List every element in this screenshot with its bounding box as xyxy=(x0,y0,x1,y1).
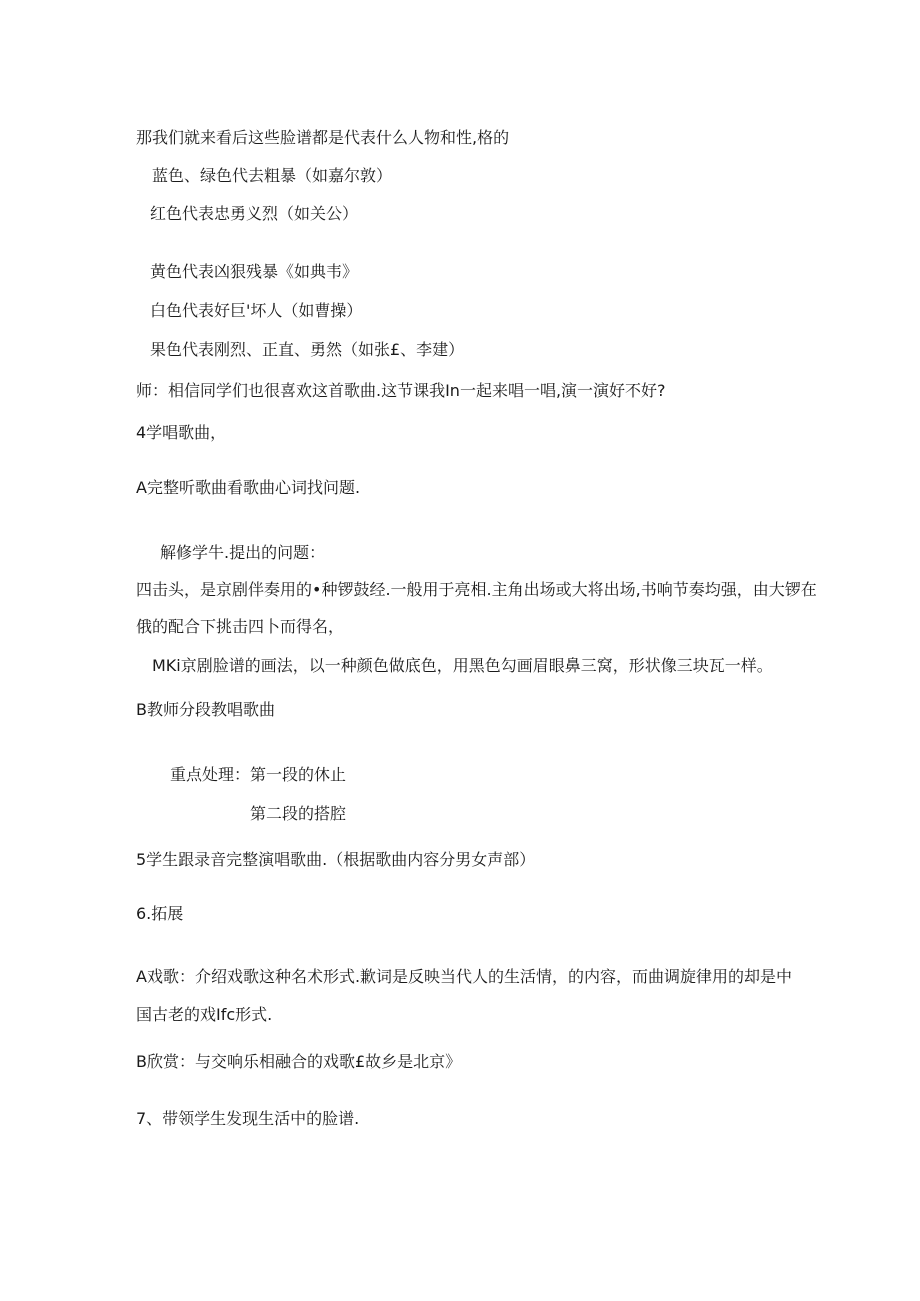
text-line-20: 国古老的戏Ifc形式. xyxy=(136,1005,273,1024)
text-line-22: 7、带领学生发现生活中的脸谱. xyxy=(136,1109,360,1128)
text-line-15: 重点处理：第一段的休止 xyxy=(170,765,347,784)
text-line-8: 4学唱歌曲， xyxy=(136,423,227,442)
text-line-21: B欣赏：与交响乐相融合的戏歌£故乡是北京》 xyxy=(136,1052,462,1071)
text-line-4: 黄色代表凶狠残暴《如典韦》 xyxy=(150,262,359,281)
text-line-10: 解修学牛.提出的问题： xyxy=(160,543,326,562)
text-line-17: 5学生跟录音完整演唱歌曲.（根据歌曲内容分男女声部） xyxy=(136,850,536,869)
text-line-16: 第二段的搭腔 xyxy=(250,804,347,823)
text-line-11: 四击头，是京剧伴奏用的•种锣鼓经.一般用于亮相.主角出场或大将出场,书响节奏均强，由大锣在 xyxy=(136,580,817,599)
text-line-5: 白色代表好巨'坏人（如曹操） xyxy=(150,301,363,320)
text-line-9: A完整听歌曲看歌曲心词找问题. xyxy=(136,478,361,497)
text-line-18: 6.拓展 xyxy=(136,904,184,923)
text-line-13: MKi京剧脸谱的画法，以一种颜色做底色，用黑色勾画眉眼鼻三窝，形状像三块瓦一样。 xyxy=(152,656,773,675)
text-line-6: 果色代表刚烈、正直、勇然（如张£、李建） xyxy=(150,340,465,359)
text-line-2: 蓝色、绿色代去粗暴（如嘉尔敦） xyxy=(152,166,393,185)
text-line-14: B教师分段教唱歌曲 xyxy=(136,700,275,719)
text-line-19: A戏歌：介绍戏歌这种名术形式.歉词是反映当代人的生活情，的内容，而曲调旋律用的却是中 xyxy=(136,967,793,986)
text-line-3: 红色代表忠勇义烈（如关公） xyxy=(150,204,359,223)
text-line-12: 俄的配合下挑击四卜而得名， xyxy=(136,617,345,636)
text-line-7: 师：相信同学们也很喜欢这首歌曲.这节课我In一起来唱一唱,演一演好不好? xyxy=(136,381,666,400)
text-line-1: 那我们就来看后这些脸谱都是代表什么人物和性,格的 xyxy=(136,128,510,147)
